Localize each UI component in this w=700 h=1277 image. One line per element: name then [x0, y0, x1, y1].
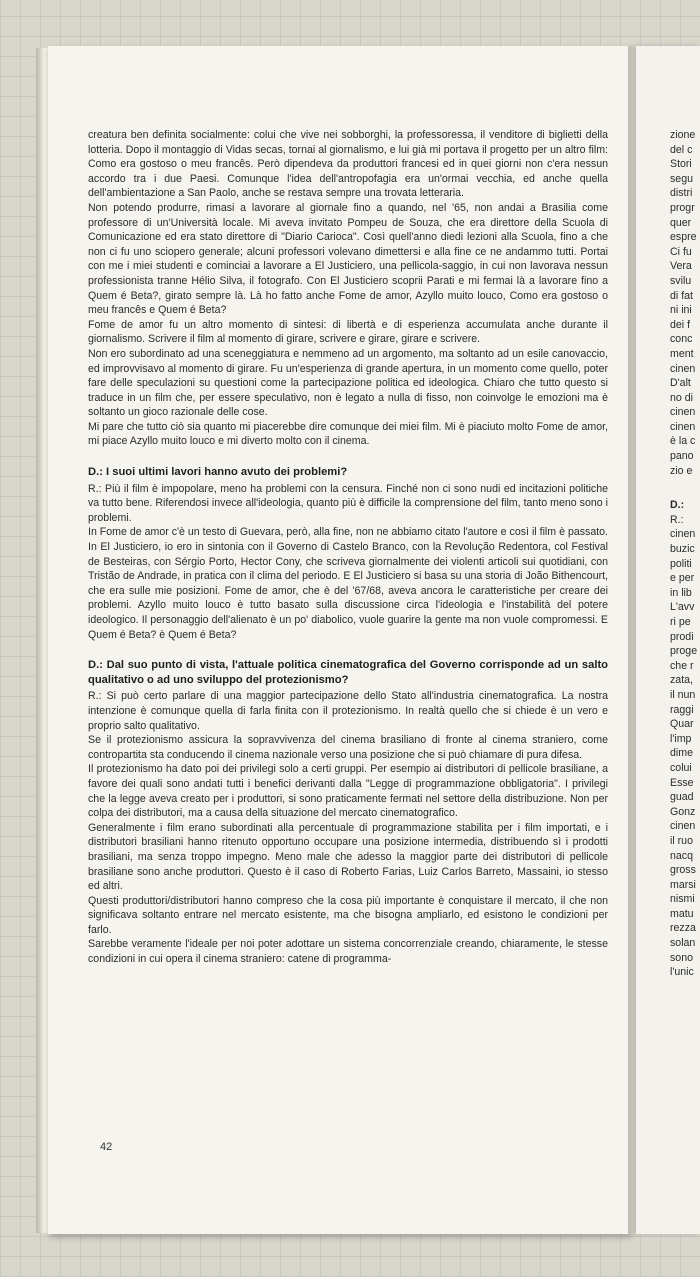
fragment-line: conc	[670, 333, 693, 346]
fragment-line: cinen	[670, 362, 696, 375]
paragraph: Fome de amor fu un altro momento di sintesi: di libertà e di esperienza accumulata anche durante il giornalismo. Scrivere il film al momento di girare, scrivere e girare, girare e scrivere.	[88, 318, 608, 346]
fragment-line: solan	[670, 937, 696, 950]
fragment-line: zio e	[670, 464, 693, 477]
fragment-line: rezza	[670, 922, 696, 935]
fragment-line: Gonz	[670, 805, 696, 818]
fragment-line: nacq	[670, 849, 693, 862]
fragment-line: l'imp	[670, 732, 692, 745]
fragment-line: Esse	[670, 776, 694, 789]
fragment-line: svilu	[670, 274, 692, 287]
fragment-question: D.:	[670, 499, 685, 512]
fragment-line: gross	[670, 864, 696, 877]
fragment-line: quer	[670, 216, 692, 229]
fragment-line: dime	[670, 747, 693, 760]
paragraph: creatura ben definita socialmente: colui che vive nei sobborghi, la professoressa, il venditore di biglietti della lotteria. Dopo il montaggio di Vidas secas, tornai al giornalismo, e lui già mi portava il progetto per un altro film: Como era gostoso o meu francês. Però dipendeva da produttori francesi ed in quei giorni non c'era nessun accordo tra i due Paesi. Comunque l'idea dell'antropofagia era un'ormai vecchia, ed anche quella dell'ambientazione a San Paolo, anche se restava sempre una trovata letteraria.	[88, 129, 608, 200]
paragraph: In Fome de amor c'è un testo di Guevara, però, alla fine, non ne abbiamo citato l'autore e così il film è passato. In El Justiciero, io ero in sintonia con il Governo di Castelo Branco, con la Revolução Redentora, col Festival de Besteiras, con Sérgio Porto, Hector Cony, che scriveva giornalmente dei violenti articoli sui quotidiani, con Tristão de Andrade, in pratica con il clima del periodo. E El Justiciero si basa su una storia di João Bithencourt, che era sulle mie posizioni. Fome de amor, che è del '67/68, aveva ancora le caratteristiche per creare dei problemi. Azyllo muito louco è tutto basato sulla discussione circa l'ideologia e l'instabilità del potere ideologico. Il personaggio dell'alienato è un po' diabolico, vuole guarire la gente ma non vuole compromessi. E Quem é Beta? è Quem é Beta?	[88, 526, 608, 641]
paragraph: Il protezionismo ha dato poi dei privilegi solo a certi gruppi. Per esempio ai distributori di pellicole brasiliane, a favore dei quali sono andati tutti i benefici derivanti dalla "Legge di programmazione obbligatoria". I privilegi che la legge aveva creato per i produttori, si sono praticamente fermati nel settore della distribuzione. Non per colpa dei distributori, ma a causa della situazione del mercato cinematografico.	[88, 763, 608, 820]
fragment-line: cinen	[670, 420, 696, 433]
fragment-line: cinen	[670, 528, 696, 541]
fragment-line: ment	[670, 347, 694, 360]
fragment-line: in lib	[670, 586, 692, 599]
paragraph: R.: Si può certo parlare di una maggior partecipazione dello Stato all'industria cinematografica. La nostra intenzione è comunque quella di farla finita con il protezionismo. In realtà quello che si chiede è un vero e proprio salto qualitativo.	[88, 690, 608, 732]
fragment-line: che r	[670, 659, 694, 672]
interview-question: D.: I suoi ultimi lavori hanno avuto dei problemi?	[88, 466, 348, 479]
fragment-line: matu	[670, 907, 694, 920]
fragment-line: zione	[670, 129, 696, 141]
fragment-line: guad	[670, 791, 694, 804]
fragment-line: raggi	[670, 703, 694, 716]
fragment-line: colui	[670, 761, 692, 774]
fragment-line: politi	[670, 557, 692, 570]
fragment-line: nismi	[670, 893, 695, 906]
fragment-line: segu	[670, 172, 693, 185]
page-gutter	[628, 46, 636, 1234]
fragment-line: cinen	[670, 406, 696, 419]
interview-question: D.: Dal suo punto di vista, l'attuale politica cinematografica del Governo corrisponde ad un salto qualitativo o ad uno sviluppo del protezionismo?	[88, 659, 608, 686]
fragment-line: l'unic	[670, 966, 694, 979]
fragment-line: cinen	[670, 820, 696, 833]
fragment-line: buzic	[670, 543, 695, 556]
paragraph: Questi produttori/distributori hanno compreso che la cosa più importante è conquistare il mercato, il che non significava soltanto entrare nel mercato esistente, ma che bisogna ampliarlo, ed esistono le condizioni per farlo.	[88, 894, 608, 936]
paragraph: Sarebbe veramente l'ideale per noi poter adottare un sistema concorrenziale creando, chiaramente, le stesse condizioni in cui opera il cinema straniero: catene di programma-	[88, 938, 608, 966]
fragment-line: espre	[670, 231, 697, 244]
fragment-line: Stori	[670, 158, 692, 171]
fragment-line: L'avv	[670, 601, 695, 614]
paragraph: Non potendo produrre, rimasi a lavorare al giornale fino a quando, nel '65, non andai a Brasilia come professore di un'Università locale. Mi aveva invitato Pompeu de Souza, che era direttore della Scuola di Comunicazione ed era stato direttore di "Diario Carioca". Così quell'anno diedi lezioni alla Scuola, fino a che non ci fu uno sciopero generale; alcuni professori volevano dimettersi e alla fine ce ne andammo tutti. Portai con me i miei studenti e cominciai a lavorare a El Justiciero, una pellicola-saggio, in cui non lavorava nessun professionista tranne Hélio Silva, il fotografo. Con El Justiciero scoprii Parati e mi fermai là a lavorare fino a Quem é Beta?, girato sempre là. Là ho fatto anche Fome de amor, Azyllo muito louco, Como era gostoso o meu francês e Quem é Beta?	[88, 201, 608, 317]
fragment-line: il ruo	[670, 834, 693, 847]
paragraph: R.: Più il film è impopolare, meno ha problemi con la censura. Finché non ci sono nudi ed incitazioni politiche va tutto bene. Riferendosi invece all'ideologia, quanto più è difficile la comprensione del film, tanto meno sono i problemi.	[88, 482, 608, 524]
fragment-line: R.:	[670, 513, 684, 526]
fragment-line: ni ini	[670, 304, 692, 317]
fragment-line: è la c	[670, 435, 696, 448]
right-page-text-fragments	[670, 128, 700, 980]
fragment-line: dei f	[670, 318, 691, 331]
left-page	[48, 46, 630, 1234]
paragraph: Se il protezionismo assicura la sopravvivenza del cinema brasiliano di fronte al cinema straniero, come contropartita sta conducendo il cinema nazionale verso una posizione che si può chiamare di pura difesa.	[88, 734, 608, 761]
fragment-line: marsi	[670, 878, 696, 891]
fragment-line: sono	[670, 951, 693, 964]
fragment-line: prodi	[670, 630, 694, 643]
paragraph: Mi pare che tutto ciò sia quanto mi piacerebbe dire comunque dei miei film. Mi è piaciuto molto Fome de amor, mi piace Azyllo muito louco e mi diverto molto con il cinema.	[88, 420, 608, 448]
paragraph: Generalmente i film erano subordinati alla percentuale di programmazione stabilita per i film importati, e i distributori brasiliani hanno ritenuto opportuno occupare una posizione intermedia, distribuendo sì i prodotti brasiliani, ma senza troppo impegno. Meno male che adesso la maggior parte dei distributori di pellicole brasiliane sono anche produttori. Questo è il caso di Roberto Farias, Luiz Carlos Barreto, Massaini, io stesso ed altri.	[88, 821, 608, 893]
fragment-line: proge	[670, 645, 698, 658]
fragment-line: il nun	[670, 688, 696, 701]
fragment-line: Quar	[670, 718, 694, 731]
fragment-line: Vera	[670, 260, 692, 273]
fragment-line: distri	[670, 187, 693, 200]
fragment-line: Ci fu	[670, 245, 692, 258]
fragment-line: ri pe	[670, 616, 691, 628]
page-number: 42	[100, 1141, 113, 1153]
right-page-edge	[636, 46, 700, 1234]
fragment-line: D'alt	[670, 377, 691, 390]
fragment-line: zata,	[670, 674, 693, 687]
fragment-line: del c	[670, 143, 693, 156]
fragment-line: no di	[670, 391, 693, 404]
article-body	[88, 128, 608, 967]
paragraph: Non ero subordinato ad una sceneggiatura e nemmeno ad un argomento, ma soltanto ad un esile canovaccio, ed improvvisavo al momento di girare. Fu un'esperienza di grande apertura, in un momento come quello, poter fare delle speculazioni su questioni come la partecipazione politica ed ideologica. Chiaro che tutto questo si traduce in un film che, per essere speculativo, non è legato a nulla di fisso, non coinvolge le emozioni ma è soltanto un gioco razionale delle cose.	[88, 347, 608, 419]
fragment-line: e per	[670, 572, 695, 585]
fragment-line: pano	[670, 450, 694, 463]
fragment-line: di fat	[670, 289, 693, 302]
fragment-line: progr	[670, 201, 695, 214]
